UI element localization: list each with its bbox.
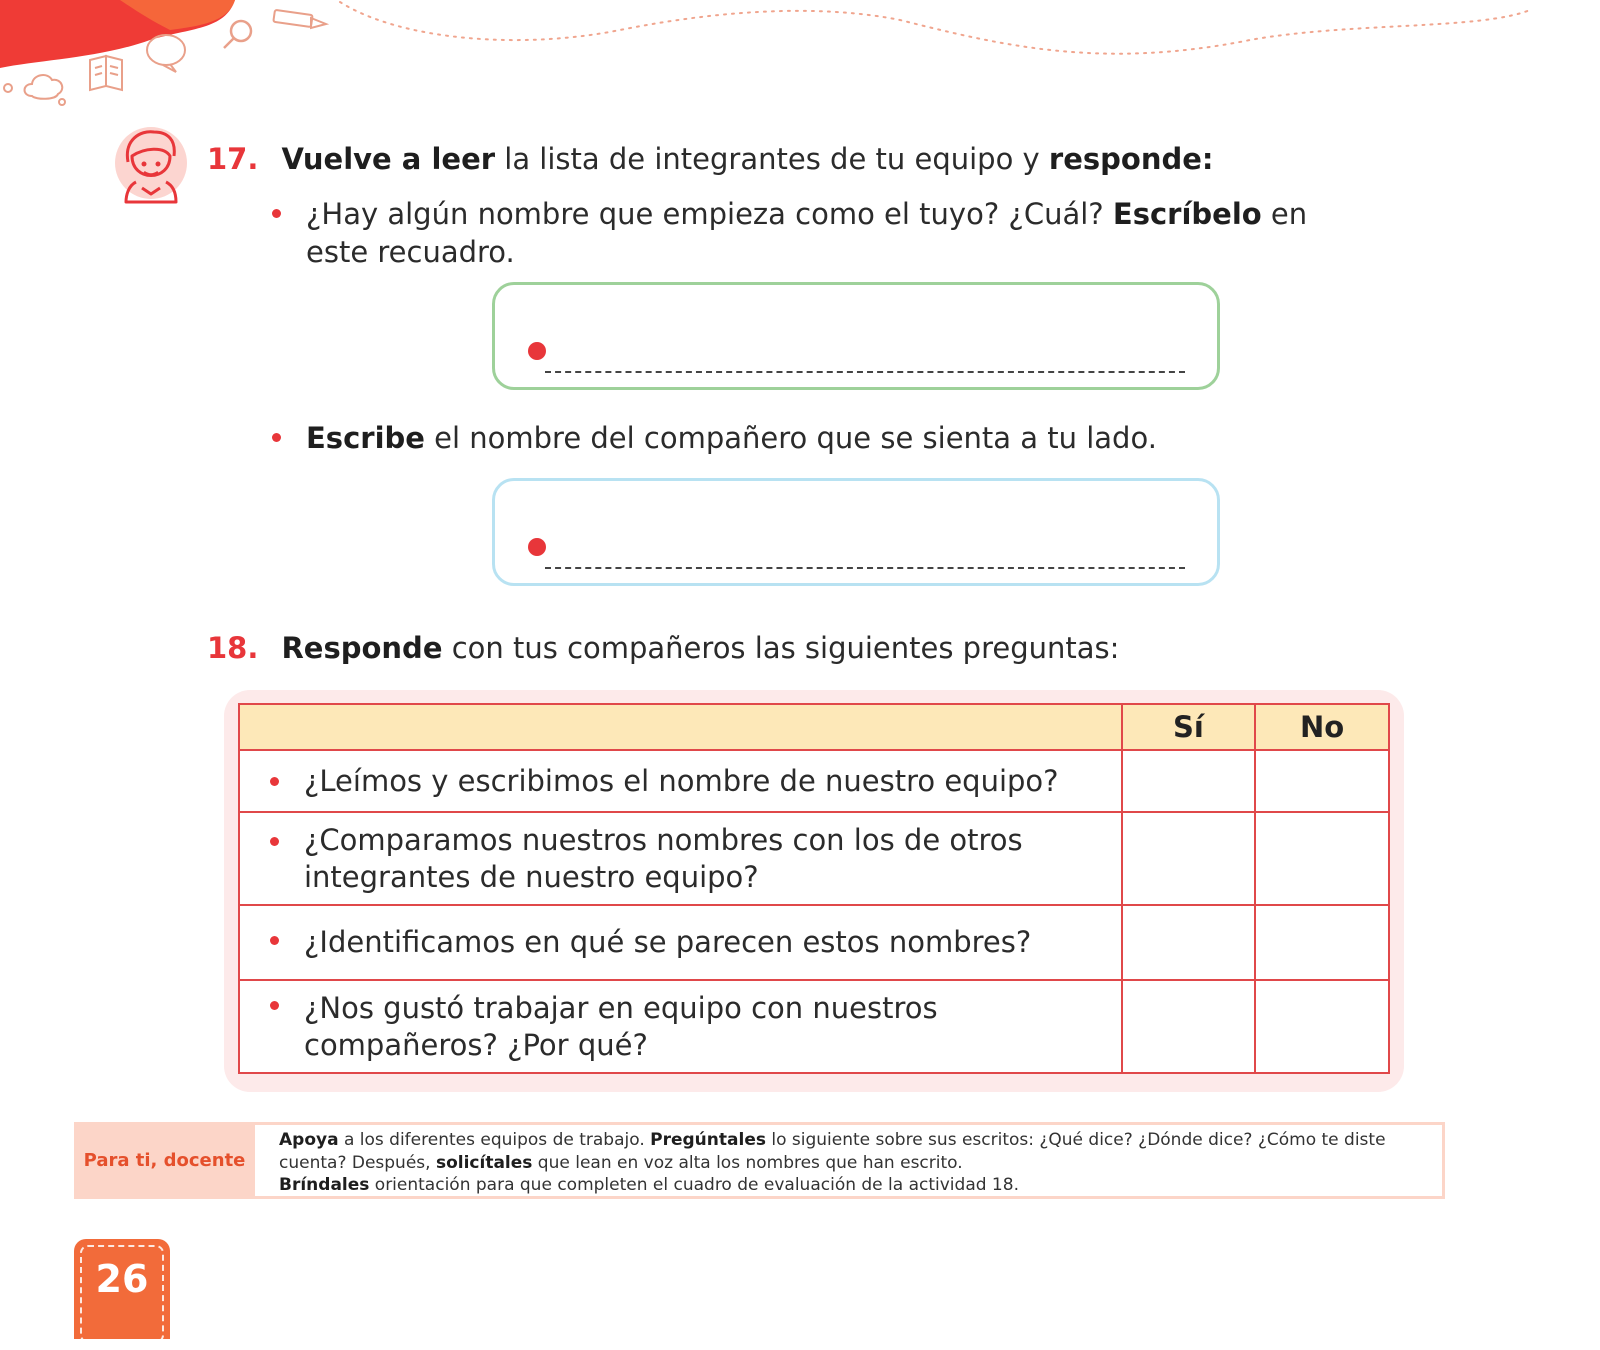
question-18-heading xyxy=(207,629,1119,667)
speech-bubble-icon xyxy=(147,35,185,72)
yes-checkbox-cell[interactable] xyxy=(1122,980,1256,1073)
question-number: 17. xyxy=(207,142,259,176)
student-avatar-icon xyxy=(114,126,188,204)
question-number: 18. xyxy=(207,631,259,665)
row-question: ¿Nos gustó trabajar en equipo con nuestros compañeros? ¿Por qué? xyxy=(239,980,1122,1073)
bullet-text: Escribe el nombre del compañero que se sienta a tu lado. xyxy=(306,421,1157,455)
table-header-row xyxy=(239,704,1389,750)
bullet-icon xyxy=(528,538,546,556)
no-checkbox-cell[interactable] xyxy=(1255,905,1389,980)
table-row xyxy=(239,905,1389,980)
writing-line[interactable] xyxy=(545,371,1185,373)
bullet-icon xyxy=(270,777,279,786)
question-17-bullet-1 xyxy=(272,195,1372,271)
no-checkbox-cell[interactable] xyxy=(1255,980,1389,1073)
bullet-icon xyxy=(270,1001,279,1010)
header-yes: Sí xyxy=(1122,704,1256,750)
table-row xyxy=(239,812,1389,905)
question-prompt: Responde con tus compañeros las siguientes preguntas: xyxy=(281,631,1120,665)
row-question: ¿Leímos y escribimos el nombre de nuestro equipo? xyxy=(239,750,1122,812)
teacher-note-label: Para ti, docente xyxy=(74,1122,255,1199)
bullet-icon xyxy=(270,837,279,846)
yes-checkbox-cell[interactable] xyxy=(1122,750,1256,812)
no-checkbox-cell[interactable] xyxy=(1255,812,1389,905)
question-17-bullet-2 xyxy=(272,419,1372,457)
question-17-heading xyxy=(207,140,1214,178)
table-row xyxy=(239,980,1389,1073)
magnifier-icon xyxy=(224,21,251,48)
evaluation-table xyxy=(238,703,1390,1074)
bullet-text: ¿Hay algún nombre que empieza como el tuyo? ¿Cuál? Escríbelo en este recuadro. xyxy=(306,197,1308,269)
answer-box-same-initial[interactable] xyxy=(492,282,1220,390)
teacher-note-text xyxy=(255,1122,1445,1199)
bullet-icon xyxy=(272,433,281,442)
yes-checkbox-cell[interactable] xyxy=(1122,812,1256,905)
book-icon xyxy=(90,56,122,90)
bullet-icon xyxy=(270,936,279,945)
page-number: 26 xyxy=(74,1239,170,1339)
no-checkbox-cell[interactable] xyxy=(1255,750,1389,812)
question-prompt: Vuelve a leer la lista de integrantes de tu equipo y responde: xyxy=(281,142,1214,176)
answer-box-classmate-name[interactable] xyxy=(492,478,1220,586)
note-paragraph-1: Apoya a los diferentes equipos de trabajo. Pregúntales lo siguiente sobre sus escritos: ¿Qué dice? ¿Dónde dice? ¿Cómo te diste cuenta? Después, solicítales que lean en voz alta los nombres que han escrito. xyxy=(279,1130,1386,1173)
cloud-icon xyxy=(4,75,65,105)
table-row xyxy=(239,750,1389,812)
row-question: ¿Identificamos en qué se parecen estos nombres? xyxy=(239,905,1122,980)
bullet-icon xyxy=(272,209,281,218)
pencil-icon xyxy=(273,10,326,28)
bullet-icon xyxy=(528,342,546,360)
yes-checkbox-cell[interactable] xyxy=(1122,905,1256,980)
header-decoration xyxy=(0,0,1600,120)
row-question: ¿Comparamos nuestros nombres con los de otros integrantes de nuestro equipo? xyxy=(239,812,1122,905)
header-no: No xyxy=(1255,704,1389,750)
writing-line[interactable] xyxy=(545,567,1185,569)
header-question-cell xyxy=(239,704,1122,750)
note-paragraph-2: Bríndales orientación para que completen el cuadro de evaluación de la actividad 18. xyxy=(279,1175,1019,1195)
